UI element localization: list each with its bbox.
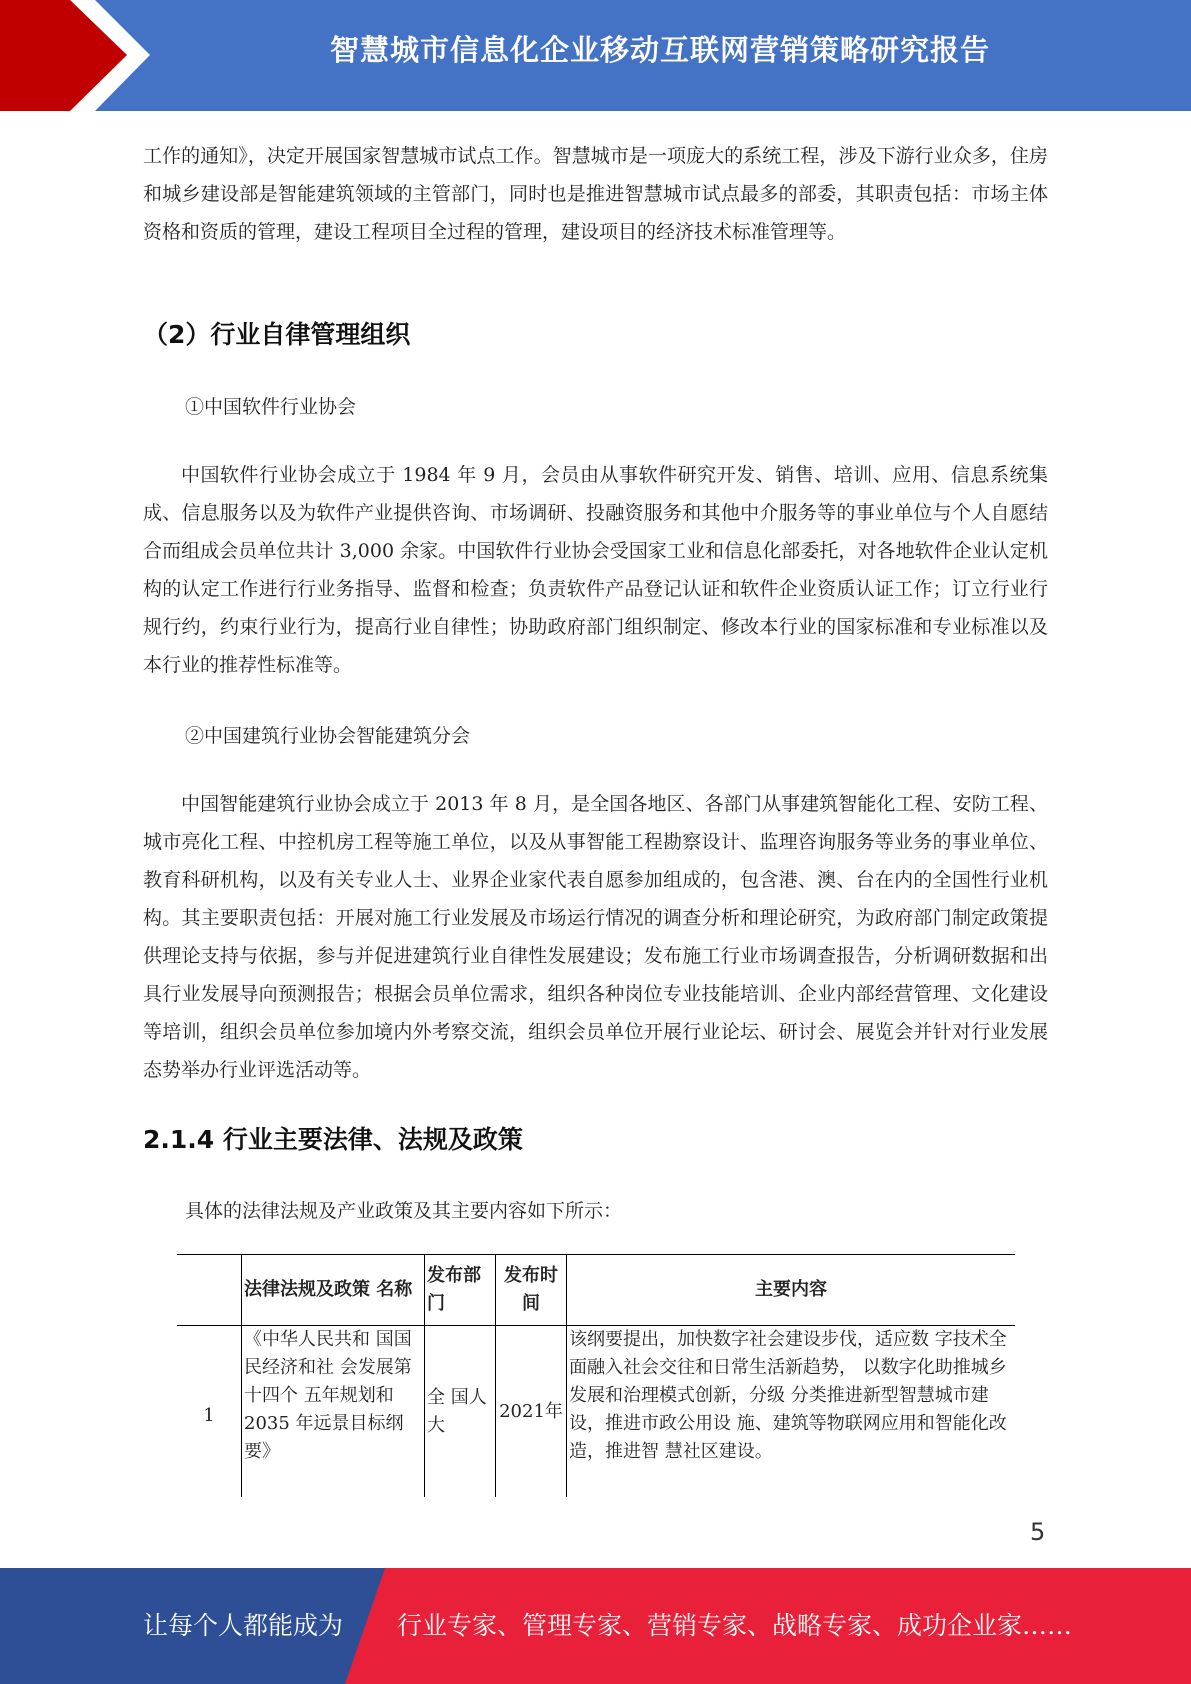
table-header-row (177, 1255, 1015, 1326)
table-intro: 具体的法律法规及产业政策及其主要内容如下所示： (185, 1200, 623, 1222)
building-association-text: 中国智能建筑行业协会成立于 2013 年 8 月，是全国各地区、各部门从事建筑智能化工程、安防工程、城市亮化工程、中控机房工程等施工单位，以及从事智能工程勘察设计、监理咨询服务等业务的事业单位、教育科研机构，以及有关专业人士、业界企业家代表自愿参加组成的，包含港、澳、台在内的全国性行业机构。其主要职责包括：开展对施工行业发展及市场运行情况的调查分析和理论研究，为政府部门制定政策提供理论支持与依据，参与并促进建筑行业自律性发展建设；发布施工行业市场调查报告，分析调研数据和出具行业发展导向预测报告；根据会员单位需求，组织各种岗位专业技能培训、企业内部经营管理、文化建设等培训，组织会员单位参加境内外考察交流，组织会员单位开展行业论坛、研讨会、展览会并针对行业发展态势举办行业评选活动等。 (143, 793, 1048, 1081)
page-footer (0, 1568, 1191, 1684)
table-header-name: 法律法规及政策 名称 (242, 1255, 425, 1326)
table-header-index (177, 1255, 242, 1326)
footer-slogan-left: 让每个人都能成为 (143, 1611, 344, 1640)
footer-slogan-right: 行业专家、管理专家、营销专家、战略专家、成功企业家…… (397, 1611, 1073, 1640)
section-heading-laws: 2.1.4 行业主要法律、法规及政策 (143, 1125, 523, 1154)
page-header (0, 0, 1191, 111)
table-cell-index: 1 (177, 1326, 242, 1498)
building-association-block (143, 785, 1048, 1089)
software-association-block (143, 456, 1048, 684)
table-cell-content: 该纲要提出，加快数字社会建设步伐，适应数 字技术全面融入社会交往和日常生活新趋势， 以数字化助推城乡发展和治理模式创新，分级 分类推进新型智慧城市建设，推进市政公用设 施、建筑等物联网应用和智能化改造，推进智 慧社区建设。 (567, 1326, 1016, 1498)
laws-table (177, 1254, 1015, 1497)
page-number: 5 (1030, 1518, 1046, 1546)
table-cell-issuer: 全 国人大 (425, 1326, 496, 1498)
table-header-date: 发布时间 (496, 1255, 567, 1326)
table-header-issuer: 发布部门 (425, 1255, 496, 1326)
report-title: 智慧城市信息化企业移动互联网营销策略研究报告 (329, 33, 990, 67)
intro-paragraph-block (143, 137, 1048, 251)
table-cell-date: 2021年 (496, 1326, 567, 1498)
table-header-content: 主要内容 (567, 1255, 1016, 1326)
item-title-software-association: ①中国软件行业协会 (185, 396, 357, 418)
table-row (177, 1326, 1015, 1498)
table-cell-name: 《中华人民共和 国国民经济和社 会发展第十四个 五年规划和 2035 年远景目标纲 要》 (242, 1326, 425, 1498)
item-title-building-association: ②中国建筑行业协会智能建筑分会 (185, 725, 471, 747)
section-heading-self-regulation: （2）行业自律管理组织 (143, 320, 411, 349)
software-association-text: 中国软件行业协会成立于 1984 年 9 月，会员由从事软件研究开发、销售、培训、应用、信息系统集成、信息服务以及为软件产业提供咨询、市场调研、投融资服务和其他中介服务等的事业单位与个人自愿结合而组成会员单位共计 3,000 余家。中国软件行业协会受国家工业和信息化部委托，对各地软件企业认定机构的认定工作进行行业务指导、监督和检查；负责软件产品登记认证和软件企业资质认证工作；订立行业行规行约，约束行业行为，提高行业自律性；协助政府部门组织制定、修改本行业的国家标准和专业标准以及本行业的推荐性标准等。 (143, 464, 1048, 676)
intro-paragraph: 工作的通知》，决定开展国家智慧城市试点工作。智慧城市是一项庞大的系统工程，涉及下游行业众多，住房和城乡建设部是智能建筑领域的主管部门，同时也是推进智慧城市试点最多的部委，其职责包括：市场主体资格和资质的管理，建设工程项目全过程的管理，建设项目的经济技术标准管理等。 (143, 145, 1048, 243)
